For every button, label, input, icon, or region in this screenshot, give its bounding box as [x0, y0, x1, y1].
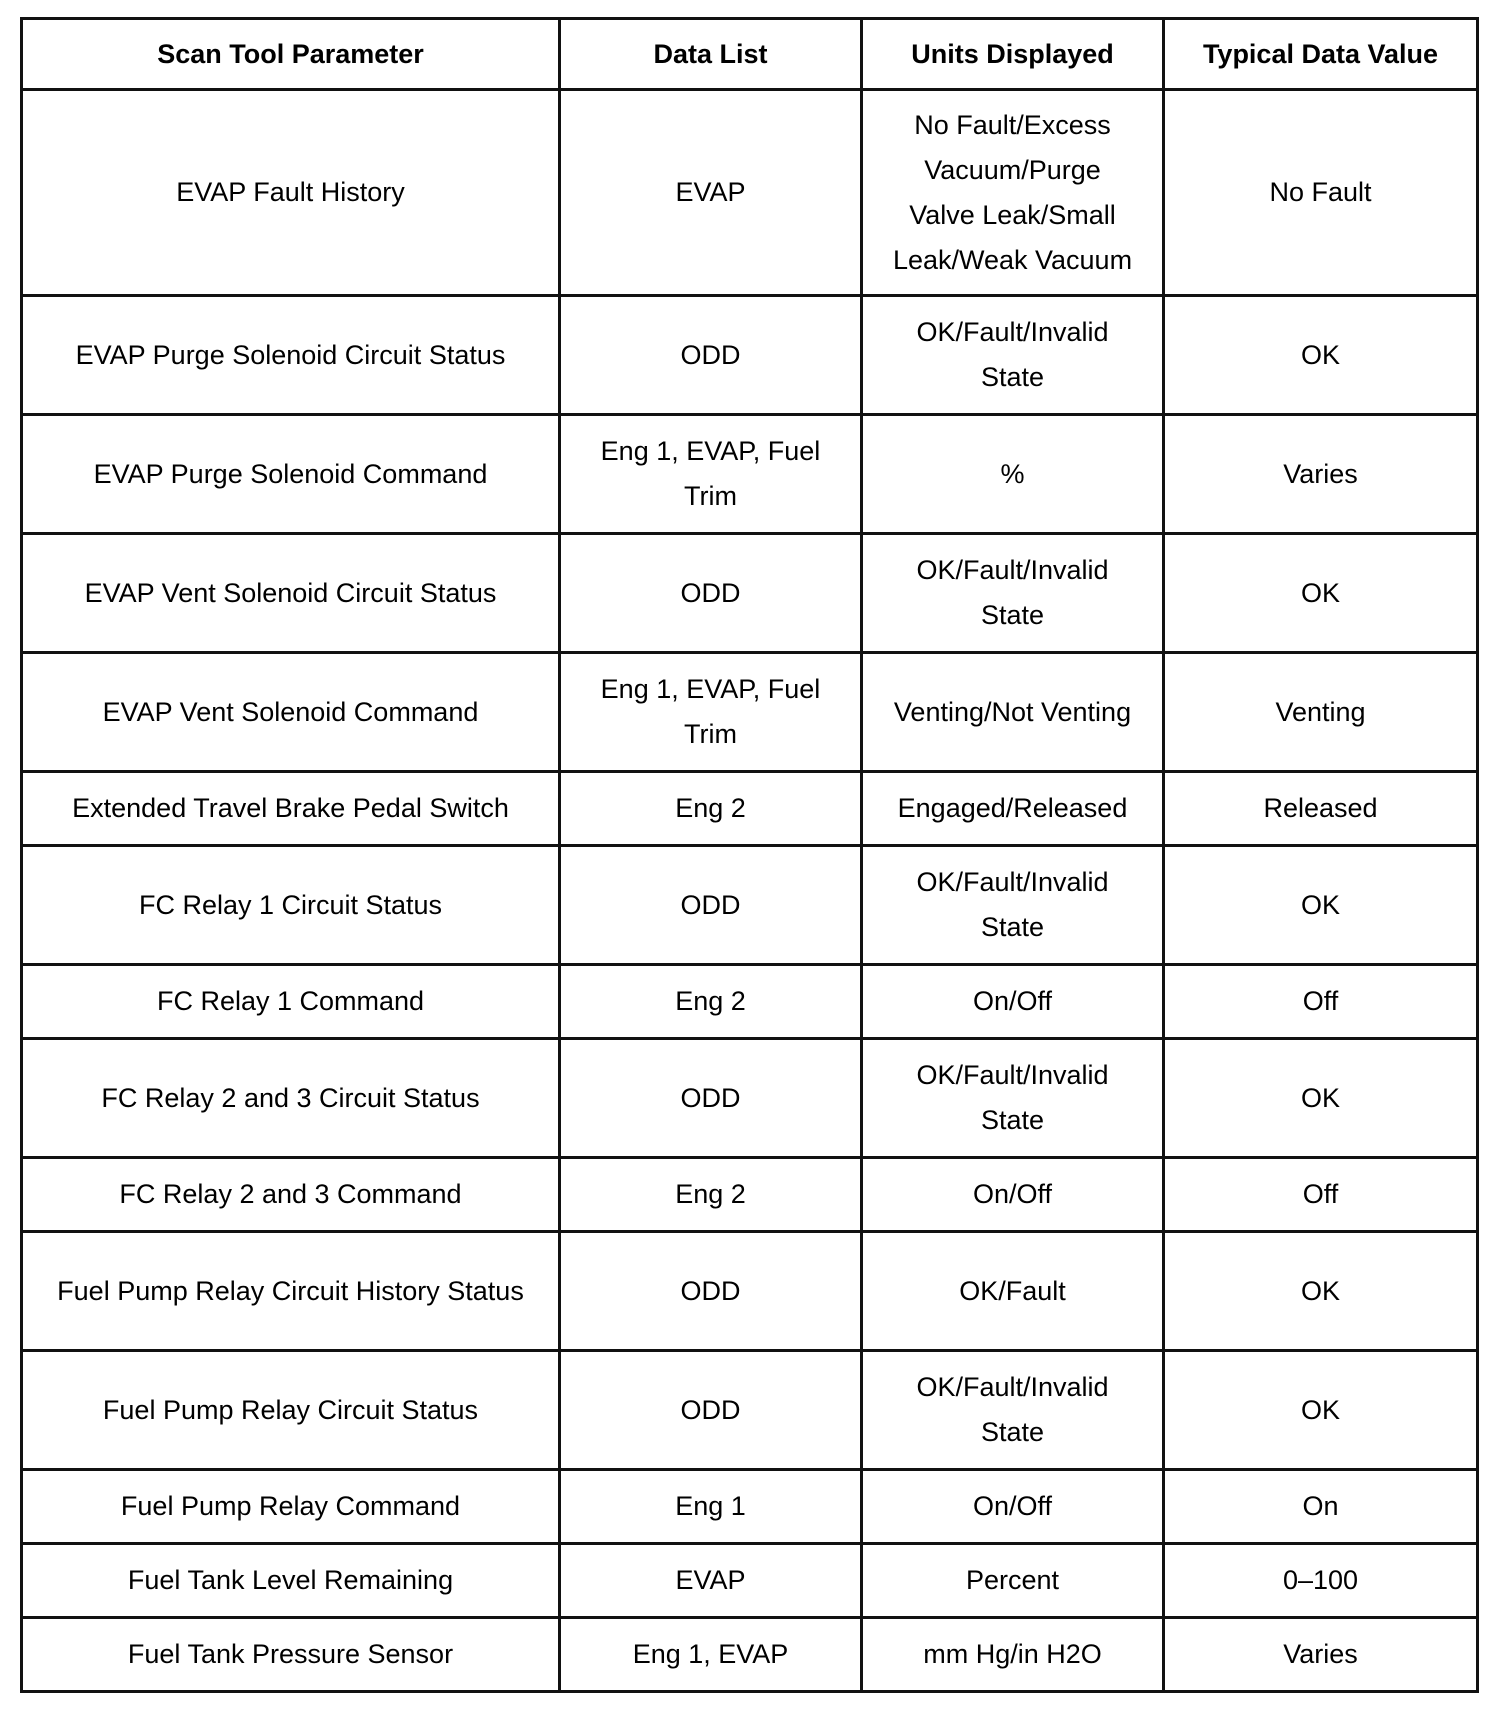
- parameter-cell: FC Relay 2 and 3 Circuit Status: [22, 1039, 560, 1158]
- data-list-cell: ODD: [560, 1232, 862, 1351]
- data-list-cell: ODD: [560, 534, 862, 653]
- data-list-cell: EVAP: [560, 1544, 862, 1618]
- parameter-cell: Fuel Pump Relay Command: [22, 1470, 560, 1544]
- data-list-cell: ODD: [560, 1351, 862, 1470]
- table-row: [22, 296, 1478, 415]
- typical-value-cell: OK: [1164, 846, 1478, 965]
- parameter-cell: FC Relay 2 and 3 Command: [22, 1158, 560, 1232]
- data-list-cell: Eng 1, EVAP: [560, 1618, 862, 1692]
- units-cell: Engaged/Released: [862, 772, 1164, 846]
- scan-tool-data-table: [20, 17, 1479, 1693]
- data-list-cell: Eng 2: [560, 772, 862, 846]
- table-row: [22, 1158, 1478, 1232]
- units-cell: %: [862, 415, 1164, 534]
- data-list-cell: ODD: [560, 296, 862, 415]
- typical-value-cell: Varies: [1164, 415, 1478, 534]
- table-row: [22, 1544, 1478, 1618]
- data-list-cell: Eng 1, EVAP, Fuel Trim: [560, 653, 862, 772]
- data-list-cell: Eng 2: [560, 965, 862, 1039]
- units-cell: No Fault/Excess Vacuum/Purge Valve Leak/Small Leak/Weak Vacuum: [862, 90, 1164, 296]
- units-cell: OK/Fault/Invalid State: [862, 1039, 1164, 1158]
- parameter-cell: EVAP Vent Solenoid Command: [22, 653, 560, 772]
- parameter-cell: Fuel Pump Relay Circuit History Status: [22, 1232, 560, 1351]
- units-cell: Percent: [862, 1544, 1164, 1618]
- parameter-cell: FC Relay 1 Command: [22, 965, 560, 1039]
- parameter-cell: Fuel Tank Pressure Sensor: [22, 1618, 560, 1692]
- table-row: [22, 1232, 1478, 1351]
- header-row: [22, 19, 1478, 90]
- parameter-cell: Extended Travel Brake Pedal Switch: [22, 772, 560, 846]
- header-data-list: Data List: [560, 19, 862, 90]
- parameter-cell: EVAP Purge Solenoid Circuit Status: [22, 296, 560, 415]
- units-cell: OK/Fault/Invalid State: [862, 296, 1164, 415]
- table-row: [22, 1351, 1478, 1470]
- units-cell: OK/Fault/Invalid State: [862, 846, 1164, 965]
- typical-value-cell: On: [1164, 1470, 1478, 1544]
- parameter-cell: EVAP Purge Solenoid Command: [22, 415, 560, 534]
- typical-value-cell: OK: [1164, 1232, 1478, 1351]
- data-list-cell: ODD: [560, 846, 862, 965]
- data-list-cell: EVAP: [560, 90, 862, 296]
- parameter-cell: Fuel Pump Relay Circuit Status: [22, 1351, 560, 1470]
- table-row: [22, 415, 1478, 534]
- parameter-cell: EVAP Fault History: [22, 90, 560, 296]
- data-list-cell: Eng 1: [560, 1470, 862, 1544]
- typical-value-cell: 0–100: [1164, 1544, 1478, 1618]
- header-typical-data-value: Typical Data Value: [1164, 19, 1478, 90]
- data-list-cell: Eng 2: [560, 1158, 862, 1232]
- units-cell: OK/Fault/Invalid State: [862, 1351, 1164, 1470]
- units-cell: On/Off: [862, 1158, 1164, 1232]
- table-row: [22, 653, 1478, 772]
- table-row: [22, 90, 1478, 296]
- header-units-displayed: Units Displayed: [862, 19, 1164, 90]
- units-cell: On/Off: [862, 1470, 1164, 1544]
- units-cell: Venting/Not Venting: [862, 653, 1164, 772]
- table-row: [22, 534, 1478, 653]
- units-cell: OK/Fault: [862, 1232, 1164, 1351]
- table-row: [22, 965, 1478, 1039]
- table-row: [22, 1470, 1478, 1544]
- typical-value-cell: No Fault: [1164, 90, 1478, 296]
- units-cell: mm Hg/in H2O: [862, 1618, 1164, 1692]
- units-cell: On/Off: [862, 965, 1164, 1039]
- table-row: [22, 1618, 1478, 1692]
- table-row: [22, 846, 1478, 965]
- table-row: [22, 772, 1478, 846]
- typical-value-cell: Off: [1164, 965, 1478, 1039]
- typical-value-cell: OK: [1164, 296, 1478, 415]
- parameter-cell: EVAP Vent Solenoid Circuit Status: [22, 534, 560, 653]
- typical-value-cell: Off: [1164, 1158, 1478, 1232]
- parameter-cell: FC Relay 1 Circuit Status: [22, 846, 560, 965]
- data-list-cell: Eng 1, EVAP, Fuel Trim: [560, 415, 862, 534]
- table-row: [22, 1039, 1478, 1158]
- typical-value-cell: Varies: [1164, 1618, 1478, 1692]
- typical-value-cell: OK: [1164, 1039, 1478, 1158]
- header-scan-tool-parameter: Scan Tool Parameter: [22, 19, 560, 90]
- typical-value-cell: Venting: [1164, 653, 1478, 772]
- typical-value-cell: OK: [1164, 534, 1478, 653]
- units-cell: OK/Fault/Invalid State: [862, 534, 1164, 653]
- data-list-cell: ODD: [560, 1039, 862, 1158]
- parameter-cell: Fuel Tank Level Remaining: [22, 1544, 560, 1618]
- typical-value-cell: Released: [1164, 772, 1478, 846]
- typical-value-cell: OK: [1164, 1351, 1478, 1470]
